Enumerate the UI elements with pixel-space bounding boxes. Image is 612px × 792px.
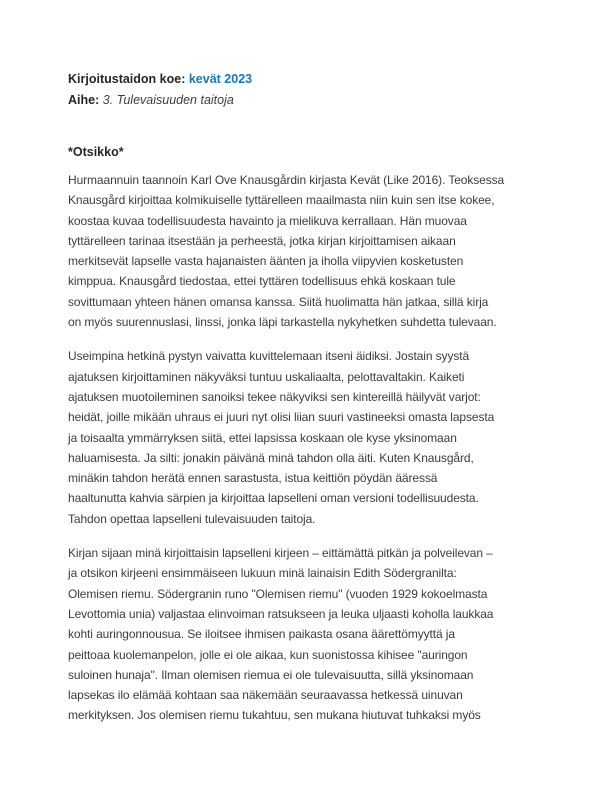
body-text-line: lapsekas ilo elämää kohtaan saa näkemään seuraavassa hetkessä uinuvan (68, 688, 463, 703)
essay-title-placeholder: *Otsikko* (68, 145, 124, 159)
exam-title-line (68, 69, 552, 90)
body-text-line: haluamisesta. Ja silti: jonakin päivänä minä tahdon olla äiti. Kuten Knausgård, (68, 450, 474, 465)
body-text-line: on myös suurennuslasi, linssi, jonka läpi tarkastella nykyhetken suhdetta tulevaan. (68, 315, 497, 330)
body-text-line: Olemisen riemu. Södergranin runo "Olemisen riemu" (vuoden 1929 kokoelmasta (68, 586, 488, 601)
body-text-line: merkitsevät lapselle vasta hajanaisten äänten ja iholla viipyvien kosketusten (68, 254, 464, 269)
body-text-line: Levottomia unia) valjastaa elinvoiman ratsukseen ja leuka uljaasti koholla laukkaa (68, 606, 494, 621)
body-text-line: koostaa kuvaa todellisuudesta havainto ja mielikuva kerrallaan. Hän muovaa (68, 213, 467, 228)
body-text-line: tyttärelleen tarinaa itsestään ja perheestä, jotka kirjan kirjoittamisen aikaan (68, 233, 456, 248)
paragraph (68, 170, 552, 332)
paragraphs (68, 170, 552, 726)
body-text-line: Tahdon opettaa lapselleni tulevaisuuden taitoja. (68, 511, 316, 526)
body-text-line: suloinen hunaja". Ilman olemisen riemua ei ole tulevaisuutta, sillä yksinomaan (68, 667, 474, 682)
body-text-line: Knausgård kirjoittaa kolmikuiselle tyttärelleen maailmasta niin kuin sen itse kokee, (68, 193, 495, 208)
body-text-line: sovittumaan yhteen hänen omansa kanssa. Siitä huolimatta hän jatkaa, sillä kirja (68, 294, 489, 309)
body-text-line: Useimpina hetkinä pystyn vaivatta kuvittelemaan itseni äidiksi. Jostain syystä (68, 349, 470, 364)
body-text-line: Kirjan sijaan minä kirjoittaisin lapselleni kirjeen – eittämättä pitkän ja polveilevan – (68, 546, 493, 561)
body-text-line: Hurmaannuin taannoin Karl Ove Knausgårdin kirjasta Kevät (Like 2016). Teoksessa (68, 173, 505, 187)
paragraph (68, 346, 552, 529)
body-text-line: kimppua. Knausgård tiedostaa, ettei tyttären todellisuus ehkä koskaan tule (68, 274, 456, 289)
body-text-line: merkityksen. Jos olemisen riemu tukahtuu, sen mukana hiutuvat tuhkaksi myös (68, 708, 481, 723)
exam-label: Kirjoitustaidon koe: (68, 72, 186, 86)
body-text-line: peittoaa kuolemanpelon, jolle ei ole aikaa, kun suonistossa kihisee "auringon (68, 647, 468, 662)
topic-line (68, 90, 552, 111)
document-header (68, 69, 552, 111)
body-text-line: heidät, joille mikään uhraus ei juuri nyt olisi liian suuri vastineeksi omasta lapsesta (68, 410, 495, 425)
body-text-line: haaltunutta kahvia särpien ja kirjoittaa lapselleni oman versioni todellisuudesta. (68, 491, 479, 506)
body-text-line: ja toisaalta ymmärryksen siitä, ettei lapsissa koskaan ole kyse yksinomaan (68, 430, 457, 445)
body-text-line: ja otsikon kirjeeni ensimmäiseen lukuun minä lainaisin Edith Södergranilta: (68, 566, 457, 581)
body-text-line: ajatuksen kirjoittaminen näkyväksi tuntuu uskaliaalta, pelottavaltakin. Kaiketi (68, 369, 465, 384)
topic-label: Aihe: (68, 93, 100, 107)
exam-term: kevät 2023 (188, 72, 253, 86)
body-text-line: kohti auringonnousua. Se iloitsee ihmisen paikasta osana äärettömyyttä ja (68, 627, 455, 642)
topic-value: 3. Tulevaisuuden taitoja (102, 93, 234, 107)
body-text-line: ajatuksen muotoileminen sanoiksi tekee näkyviksi sen kintereillä häilyvät varjot: (68, 389, 481, 404)
paragraph (68, 543, 552, 726)
body-text-line: minäkin tahdon herätä ennen sarastusta, istua keittiön pöydän ääressä (68, 471, 438, 486)
